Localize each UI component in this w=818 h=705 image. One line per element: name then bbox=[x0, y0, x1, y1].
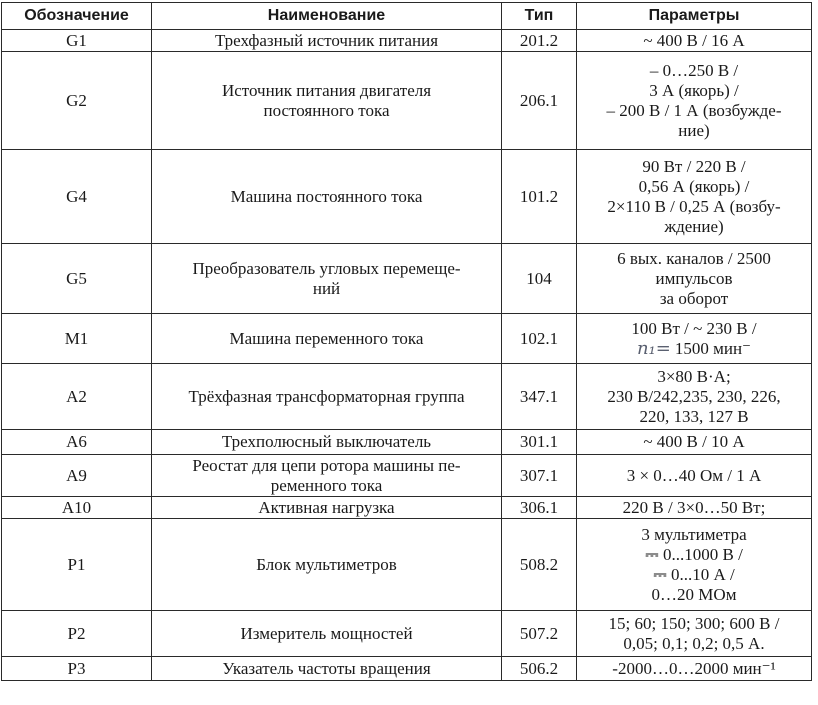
cell-type: 507.2 bbox=[502, 611, 577, 657]
table-row bbox=[2, 611, 812, 657]
cell-designation: G5 bbox=[2, 244, 152, 314]
cell-designation: P1 bbox=[2, 519, 152, 611]
header-designation: Обозначение bbox=[2, 3, 152, 30]
cell-designation: M1 bbox=[2, 314, 152, 364]
parameter-line: 0,56 А (якорь) / bbox=[638, 176, 750, 196]
cell-type: 104 bbox=[502, 244, 577, 314]
cell-name bbox=[152, 497, 502, 519]
name-line: ременного тока bbox=[270, 475, 383, 495]
cell-type: 506.2 bbox=[502, 657, 577, 681]
name-line: ний bbox=[312, 278, 341, 298]
handwritten-note: n₁= bbox=[636, 337, 671, 359]
parameter-line: ⎓ 0...10 А / bbox=[653, 564, 735, 584]
cell-parameters bbox=[577, 30, 812, 52]
name-line: Активная нагрузка bbox=[258, 497, 395, 517]
parameter-line: -2000…0…2000 мин⁻¹ bbox=[612, 658, 776, 678]
parameter-line: 6 вых. каналов / 2500 bbox=[617, 248, 771, 268]
cell-parameters bbox=[577, 657, 812, 681]
name-line: Преобразователь угловых перемеще- bbox=[192, 258, 461, 278]
name-line: Машина постоянного тока bbox=[230, 186, 423, 206]
cell-name bbox=[152, 611, 502, 657]
cell-name bbox=[152, 455, 502, 497]
cell-name bbox=[152, 657, 502, 681]
parameter-line: 90 Вт / 220 В / bbox=[642, 156, 746, 176]
cell-designation: P3 bbox=[2, 657, 152, 681]
cell-designation: A6 bbox=[2, 430, 152, 455]
cell-name bbox=[152, 519, 502, 611]
parameter-line: 15; 60; 150; 300; 600 В / bbox=[608, 613, 780, 633]
cell-parameters bbox=[577, 314, 812, 364]
parameter-line: импульсов bbox=[655, 268, 733, 288]
table-row bbox=[2, 30, 812, 52]
name-line: Трехполюсный выключатель bbox=[221, 432, 432, 451]
cell-designation: G4 bbox=[2, 150, 152, 244]
parameter-line: 220 В / 3×0…50 Вт; bbox=[622, 497, 766, 517]
parameter-line: ⎓ 0...1000 В / bbox=[645, 544, 743, 564]
parameter-line: 3 × 0…40 Ом / 1 А bbox=[626, 465, 762, 485]
cell-parameters bbox=[577, 519, 812, 611]
cell-type: 201.2 bbox=[502, 30, 577, 52]
cell-type: 307.1 bbox=[502, 455, 577, 497]
cell-parameters bbox=[577, 52, 812, 150]
table-row bbox=[2, 244, 812, 314]
parameter-line: 220, 133, 127 В bbox=[639, 406, 749, 426]
equipment-table bbox=[1, 2, 812, 681]
cell-name bbox=[152, 30, 502, 52]
name-line: Реостат для цепи ротора машины пе- bbox=[192, 455, 461, 475]
name-line: постоянного тока bbox=[263, 100, 390, 120]
table-row bbox=[2, 430, 812, 455]
parameter-line: 3×80 В·А; bbox=[657, 366, 731, 386]
table-row bbox=[2, 150, 812, 244]
parameter-line: – 200 В / 1 А (возбужде- bbox=[606, 100, 782, 120]
cell-name bbox=[152, 314, 502, 364]
cell-designation: A9 bbox=[2, 455, 152, 497]
cell-name bbox=[152, 364, 502, 430]
parameter-line bbox=[581, 339, 807, 359]
name-line: Трехфазный источник питания bbox=[214, 30, 439, 50]
cell-parameters bbox=[577, 455, 812, 497]
parameter-line: ~ 400 В / 16 А bbox=[643, 30, 745, 50]
cell-parameters bbox=[577, 244, 812, 314]
cell-designation: P2 bbox=[2, 611, 152, 657]
name-line: Блок мультиметров bbox=[256, 554, 397, 574]
cell-designation: A10 bbox=[2, 497, 152, 519]
name-line: Машина переменного тока bbox=[229, 328, 424, 348]
parameter-line: 100 Вт / ~ 230 В / bbox=[631, 318, 757, 338]
cell-type: 301.1 bbox=[502, 430, 577, 455]
parameter-line: 2×110 В / 0,25 А (возбу- bbox=[607, 196, 781, 216]
cell-name bbox=[152, 52, 502, 150]
cell-designation: G1 bbox=[2, 30, 152, 52]
cell-parameters bbox=[577, 430, 812, 455]
cell-type: 508.2 bbox=[502, 519, 577, 611]
table-row bbox=[2, 52, 812, 150]
parameter-line: 3 мультиметра bbox=[641, 524, 747, 544]
cell-parameters bbox=[577, 364, 812, 430]
header-type: Тип bbox=[502, 3, 577, 30]
parameter-line: 0…20 МОм bbox=[651, 584, 737, 604]
name-line: Измеритель мощностей bbox=[240, 623, 413, 643]
table-body bbox=[2, 30, 812, 681]
cell-designation: G2 bbox=[2, 52, 152, 150]
cell-name bbox=[152, 430, 502, 455]
parameter-line: ние) bbox=[678, 120, 710, 140]
table-row bbox=[2, 519, 812, 611]
name-line: Трёхфазная трансформаторная группа bbox=[188, 386, 465, 406]
table-row bbox=[2, 497, 812, 519]
table-row bbox=[2, 364, 812, 430]
parameter-line: – 0…250 В / bbox=[649, 60, 739, 80]
header-parameters: Параметры bbox=[577, 3, 812, 30]
parameter-line: 0,05; 0,1; 0,2; 0,5 А. bbox=[623, 633, 765, 653]
table-row bbox=[2, 455, 812, 497]
parameter-line: ~ 400 В / 10 А bbox=[643, 432, 745, 451]
name-line: Источник питания двигателя bbox=[221, 80, 432, 100]
cell-parameters bbox=[577, 611, 812, 657]
table-header-row bbox=[2, 3, 812, 30]
cell-type: 101.2 bbox=[502, 150, 577, 244]
cell-type: 102.1 bbox=[502, 314, 577, 364]
cell-name bbox=[152, 150, 502, 244]
cell-designation: A2 bbox=[2, 364, 152, 430]
cell-type: 206.1 bbox=[502, 52, 577, 150]
parameter-line: 3 А (якорь) / bbox=[649, 80, 739, 100]
name-line: Указатель частоты вращения bbox=[222, 658, 431, 678]
parameter-line: за оборот bbox=[659, 288, 729, 308]
cell-parameters bbox=[577, 150, 812, 244]
table-row bbox=[2, 657, 812, 681]
parameter-text: 1500 мин⁻ bbox=[674, 338, 752, 358]
parameter-line: 230 В/242,235, 230, 226, bbox=[607, 386, 781, 406]
parameter-line: ждение) bbox=[664, 216, 724, 236]
cell-type: 306.1 bbox=[502, 497, 577, 519]
cell-name bbox=[152, 244, 502, 314]
cell-type: 347.1 bbox=[502, 364, 577, 430]
table-row bbox=[2, 314, 812, 364]
header-name: Наименование bbox=[152, 3, 502, 30]
cell-parameters bbox=[577, 497, 812, 519]
